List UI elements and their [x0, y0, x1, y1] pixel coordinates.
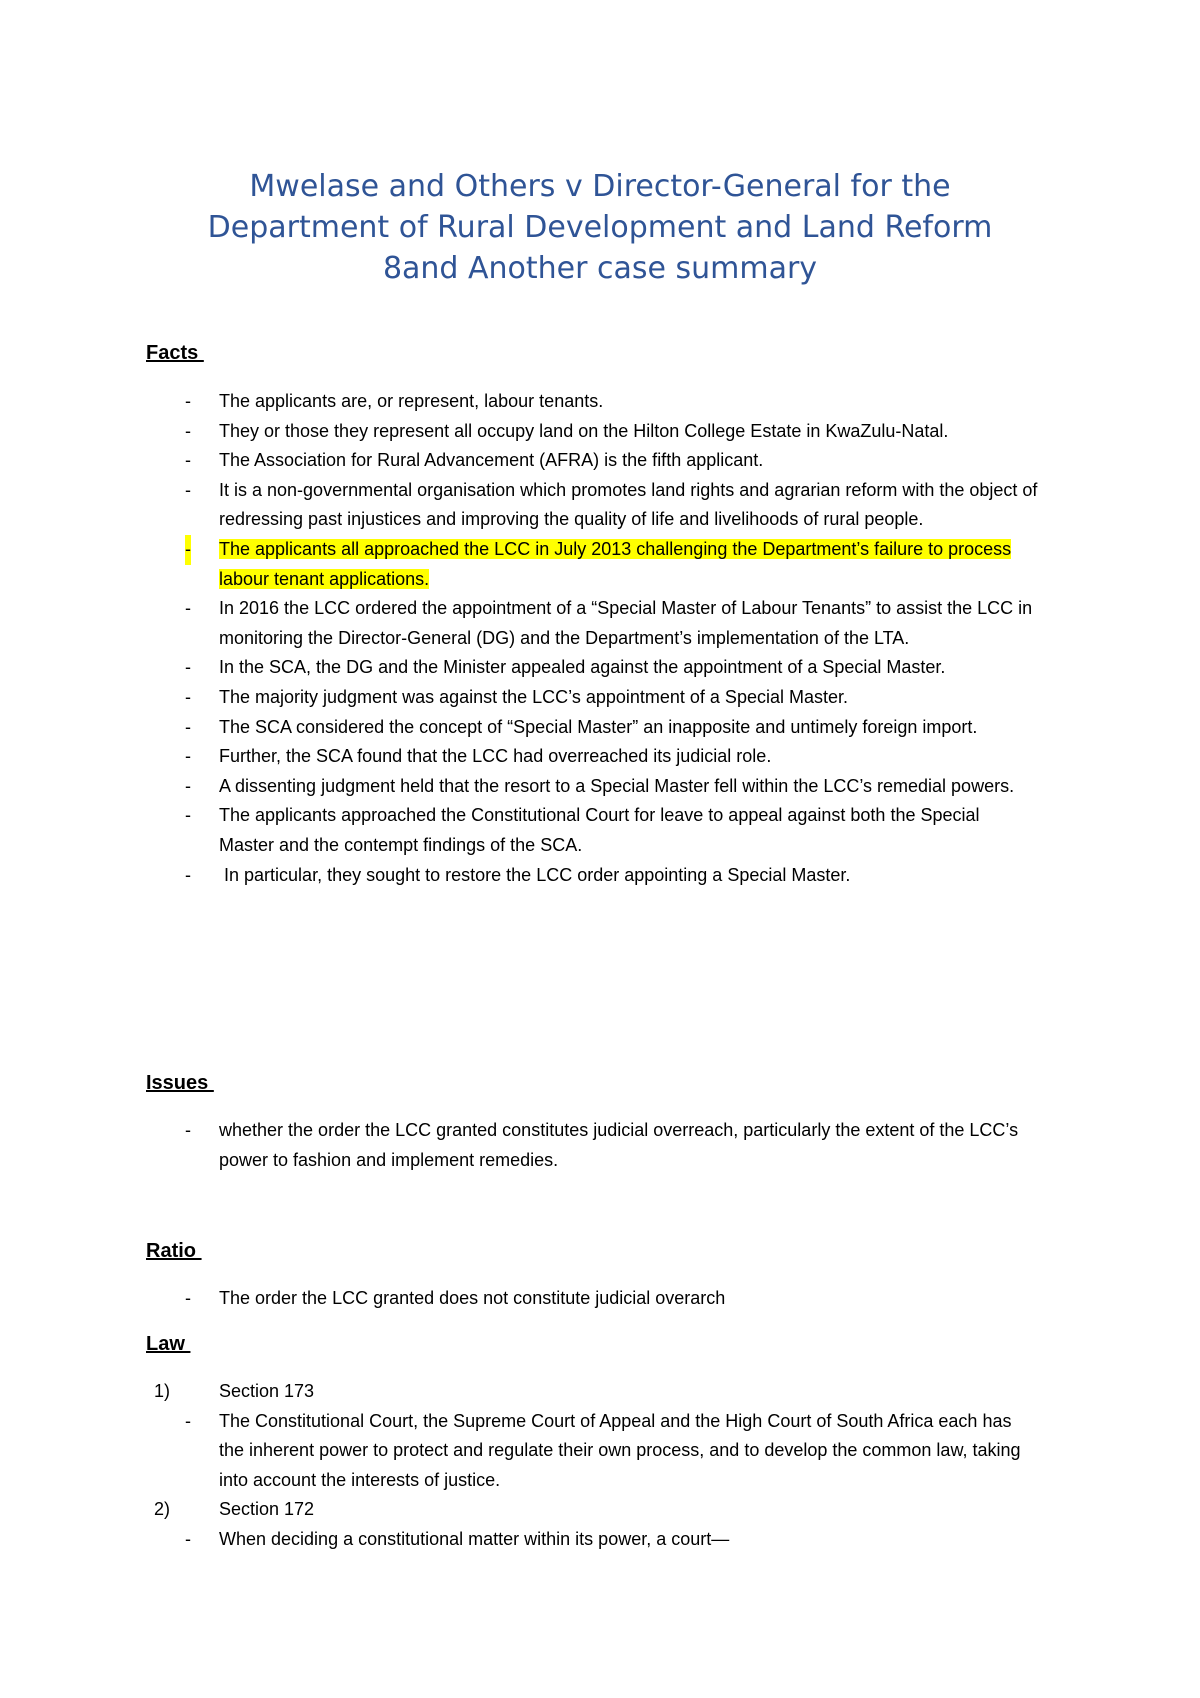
highlighted-text: The applicants all approached the LCC in July 2013 challenging the Department’s failure to process labour tenant applications.	[219, 538, 1012, 589]
list-bullet: -	[185, 746, 191, 767]
list-bullet: -	[185, 864, 191, 885]
list-item: - The Association for Rural Advancement (AFRA) is the fifth applicant.	[0, 446, 1039, 476]
list-bullet: -	[185, 391, 191, 411]
list-bullet: -	[185, 598, 191, 619]
list-item: 2) Section 172	[0, 1495, 1039, 1525]
list-bullet: -	[185, 1410, 191, 1431]
list-item: - Further, the SCA found that the LCC had overreached its judicial role.	[0, 742, 1039, 772]
list-bullet: -	[185, 535, 191, 565]
list-bullet: -	[185, 686, 191, 707]
list-item: 1) Section 173	[0, 1377, 1039, 1407]
issues-heading: Issues	[146, 1072, 214, 1094]
list-number: 1)	[154, 1381, 171, 1401]
list-bullet: -	[185, 1120, 191, 1140]
list-bullet: -	[185, 716, 191, 737]
list-item: - The majority judgment was against the LCC’s appointment of a Special Master.	[0, 683, 1039, 713]
law-heading: Law	[146, 1333, 191, 1355]
list-item: - When deciding a constitutional matter within its power, a court—	[0, 1525, 1039, 1555]
list-bullet: -	[185, 657, 191, 678]
facts-heading: Facts	[146, 342, 204, 364]
ratio-list	[0, 1284, 1039, 1314]
title-line-1: Mwelase and Others v Director-General for the	[249, 169, 951, 204]
document-title	[150, 166, 1050, 289]
list-bullet: -	[185, 775, 191, 796]
list-item-highlighted	[0, 535, 1039, 594]
list-item: - The applicants approached the Constitutional Court for leave to appeal against both the Special Master and the contempt findings of the SCA.	[0, 801, 1039, 860]
list-item: - A dissenting judgment held that the resort to a Special Master fell within the LCC’s remedial powers.	[0, 772, 1039, 802]
list-bullet: -	[185, 479, 191, 500]
list-item: - In particular, they sought to restore the LCC order appointing a Special Master.	[0, 861, 1039, 891]
law-list	[0, 1377, 1039, 1555]
list-bullet: -	[185, 420, 191, 441]
list-item: - They or those they represent all occupy land on the Hilton College Estate in KwaZulu-Natal.	[0, 417, 1039, 447]
list-bullet: -	[185, 1528, 191, 1549]
list-item: - The Constitutional Court, the Supreme Court of Appeal and the High Court of South Africa each has the inherent power to protect and regulate their own process, and to develop the common law, taking into account the interests of justice.	[0, 1407, 1039, 1496]
list-item: - whether the order the LCC granted constitutes judicial overreach, particularly the extent of the LCC’s power to fashion and implement remedies.	[0, 1116, 1039, 1175]
list-bullet: -	[185, 805, 191, 826]
list-number: 2)	[154, 1499, 171, 1520]
list-item: - It is a non-governmental organisation which promotes land rights and agrarian reform with the object of redressing past injustices and improving the quality of life and livelihoods of rural people.	[0, 476, 1039, 535]
list-item: - The SCA considered the concept of “Special Master” an inapposite and untimely foreign import.	[0, 713, 1039, 743]
title-line-3: 8and Another case summary	[382, 251, 818, 286]
list-item: - In 2016 the LCC ordered the appointment of a “Special Master of Labour Tenants” to assist the LCC in monitoring the Director-General (DG) and the Department’s implementation of the LTA.	[0, 594, 1039, 653]
title-line-2: Department of Rural Development and Land Reform	[207, 210, 993, 245]
issues-list	[0, 1116, 1039, 1175]
facts-list	[0, 387, 1039, 890]
ratio-heading: Ratio	[146, 1240, 202, 1262]
list-item: - The applicants are, or represent, labour tenants.	[0, 387, 1039, 417]
list-item: - In the SCA, the DG and the Minister appealed against the appointment of a Special Master.	[0, 653, 1039, 683]
list-item: - The order the LCC granted does not constitute judicial overarch	[0, 1284, 1039, 1314]
list-bullet: -	[185, 450, 191, 471]
list-bullet: -	[185, 1288, 191, 1308]
